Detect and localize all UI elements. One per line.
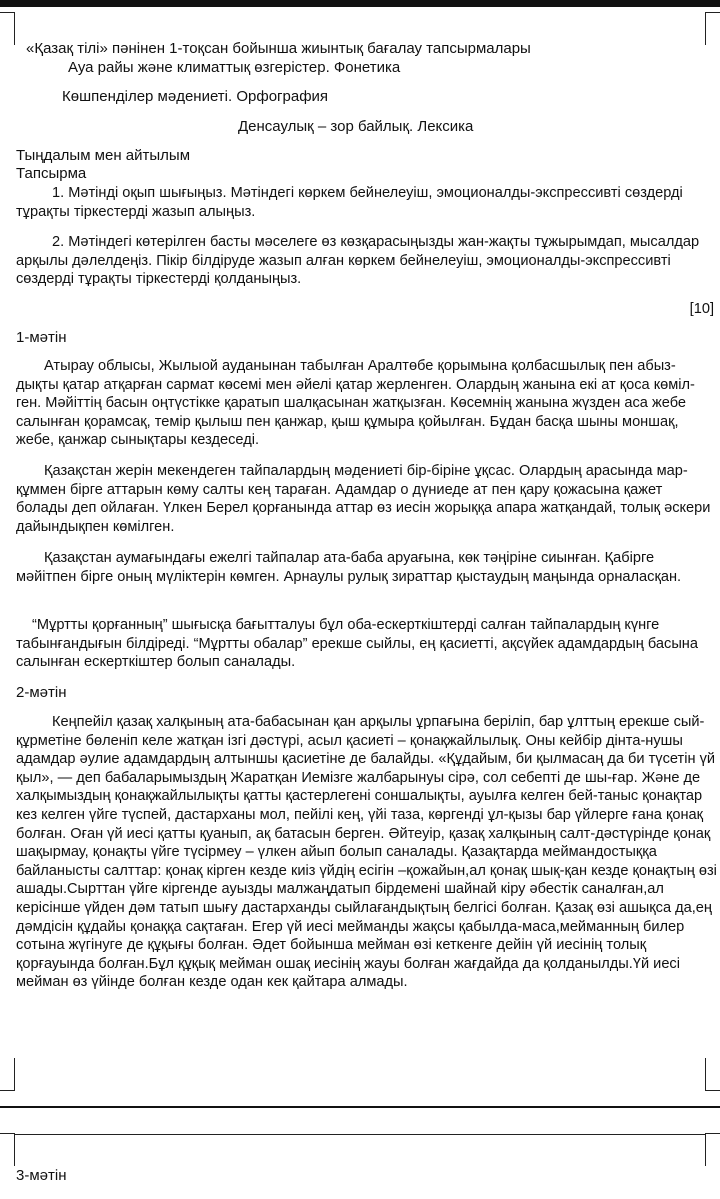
page-separator-line	[14, 1134, 706, 1135]
crop-mark-top-right	[705, 12, 720, 45]
header-line-4: Денсаулық – зор байлық. Лексика	[238, 118, 474, 135]
header-line-1: «Қазақ тілі» пәнінен 1-тоқсан бойынша жиынтық бағалау тапсырмалары	[26, 40, 531, 57]
crop-mark-top-left-page2	[0, 1133, 15, 1166]
task-1: 1. Мәтінді оқып шығыңыз. Мәтіндегі көркем бейнелеуіш, эмоционалды-экспрессивті сөздерді тұрақты тіркестерді жазып алыңыз.	[16, 185, 683, 220]
header-line-2: Ауа райы және климаттық өзгерістер. Фонетика	[68, 59, 401, 76]
crop-mark-bottom-right	[705, 1058, 720, 1091]
top-border	[0, 0, 720, 7]
task-2: 2. Мәтіндегі көтерілген басты мәселеге өз көзқарасыңызды жан-жақты тұжырымдап, мысалдар арқылы дәлелдеңіз. Пікір білдіруде жазып алған көркем бейнелеуіш, эмоционалды-экспрессивті сөздерді тұрақты тіркестерді қолданыңыз.	[16, 234, 700, 288]
crop-mark-bottom-left	[0, 1058, 15, 1091]
text-1-paragraph-3: Қазақстан аумағындағы ежелгі тайпалар ата-баба аруағына, көк тәңіріне сиынған. Қабірге мәйітпен бірге оның мүліктерін көмген. Арнаулы рулық зираттар қыстаудың маңында орналасқан.	[16, 550, 682, 585]
text-1-paragraph-2: Қазақстан жерін мекендеген тайпалардың мәдениеті бір-біріне ұқсас. Олардың арасында мар-құммен бірге аттарын көму салты кең тараған. Адамдар о дүниеде ат пен қару қожасына қажет болады деп ойлаған. Үлкен Берел қорғанында аттар өз иесін жорыққа апара жатқандай, толық әскери дайындықпен көмілген.	[16, 463, 711, 535]
text-2-title: 2-мәтін	[16, 684, 67, 701]
text-3-title: 3-мәтін	[16, 1167, 67, 1184]
text-2-paragraph-1: Кеңпейіл қазақ халқының ата-бабасынан қан арқылы ұрпағына беріліп, бар ұлттың ерекше сый-құрметіне бөленіп келе жатқан ізгі дәстүрі, асыл қасиеті – қонақжайлылық. Оны кейбір дінта-нушы адамдар әулие адамдардың алтыншы қасиетіне де балайды. «Құдайым, би қылмасаң да би түсетін үй қыл», — деп бабаларымыздың Жаратқан Иемізге жалбарынуы сірә, сол себепті де шы-ғар. Және де халқымыздың қонақжайлылықты қатты қастерлегені соншалықты, ауылға келген бей-таныс қонақтар кез келген үйге түспей, дастарханы мол, пейілі кең, үйі таза, көргенді ұл-қызы бар үйлерге ғана қонақ болған. Оған үй иесі қатты қуанып, ақ батасын берген. Әйтеуір, қазақ халқының салт-дәстүрінде қонақ шақырмау, қонақты үйге түсірмеу – үлкен айып болып саналады. Қазақтарда меймандостыққа байланысты салттар: қонақ кірген кезде киіз үйдің есігін –қожайын,ал қонақ шық-қан кезде қонақтың өзі ашады.Сырттан үйге кіргенде ауызды малжаңдатып бірдемені шайнай кіру әбестік саналған,ал керісінше үйден дәм татып шығу дастарханды сыйлағандықтың белгісі болған. Қазақ өзі ашықса да,ең дәмдісін құдайы қонаққа сақтаған. Егер үй иесі мейманды жақсы қабылда-маса,мейманның билер сотына жүгінуге де құқығы болған. Әдет бойынша мейман өзі кеткенге дейін үй иесінің толық қорғауында болған.Бұл құқық мейман ошақ иесінің жауы болған жағдайда да қолданылды.Үй иесі мейман өз үйінде болған кезде одан кек қайтара алмады.	[16, 714, 717, 991]
crop-mark-top-right-page2	[705, 1133, 720, 1166]
page-separator	[0, 1106, 720, 1108]
section-title: Тыңдалым мен айтылым	[16, 147, 191, 164]
header-line-3: Көшпенділер мәдениеті. Орфография	[62, 88, 329, 105]
text-1-paragraph-4: “Мұртты қорғанның” шығысқа бағытталуы бұл оба-ескерткіштерді салған тайпалардың күнге табынғандығын білдіреді. “Мұртты обалар” ерекше сыйлы, ең қасиетті, ақсүйек адамдардың басына салынған ескерткіштер болып саналады.	[16, 617, 698, 671]
text-1-title: 1-мәтін	[16, 329, 67, 346]
text-1-paragraph-1: Атырау облысы, Жылыой ауданынан табылған Аралтөбе қорымына қолбасшылық пен абыз-дықты қатар атқарған сармат көсемі мен әйелі қатар жерленген. Олардың жанына екі ат қоса көміл-ген. Мәйіттің басын оңтүстікке қаратып шалқасынан жатқызған. Көсемнің жанына жүзден аса жебе салынған қорамсақ, темір қылыш пен қанжар, қыш құмыра қойылған. Бұдан басқа шыны моншақ, жебе, қанжар сынықтары кездеседі.	[16, 358, 695, 449]
score-label: [10]	[689, 301, 714, 317]
cut-off-text-line	[36, 1192, 716, 1199]
task-label: Тапсырма	[16, 165, 87, 182]
crop-mark-top-left	[0, 12, 15, 45]
